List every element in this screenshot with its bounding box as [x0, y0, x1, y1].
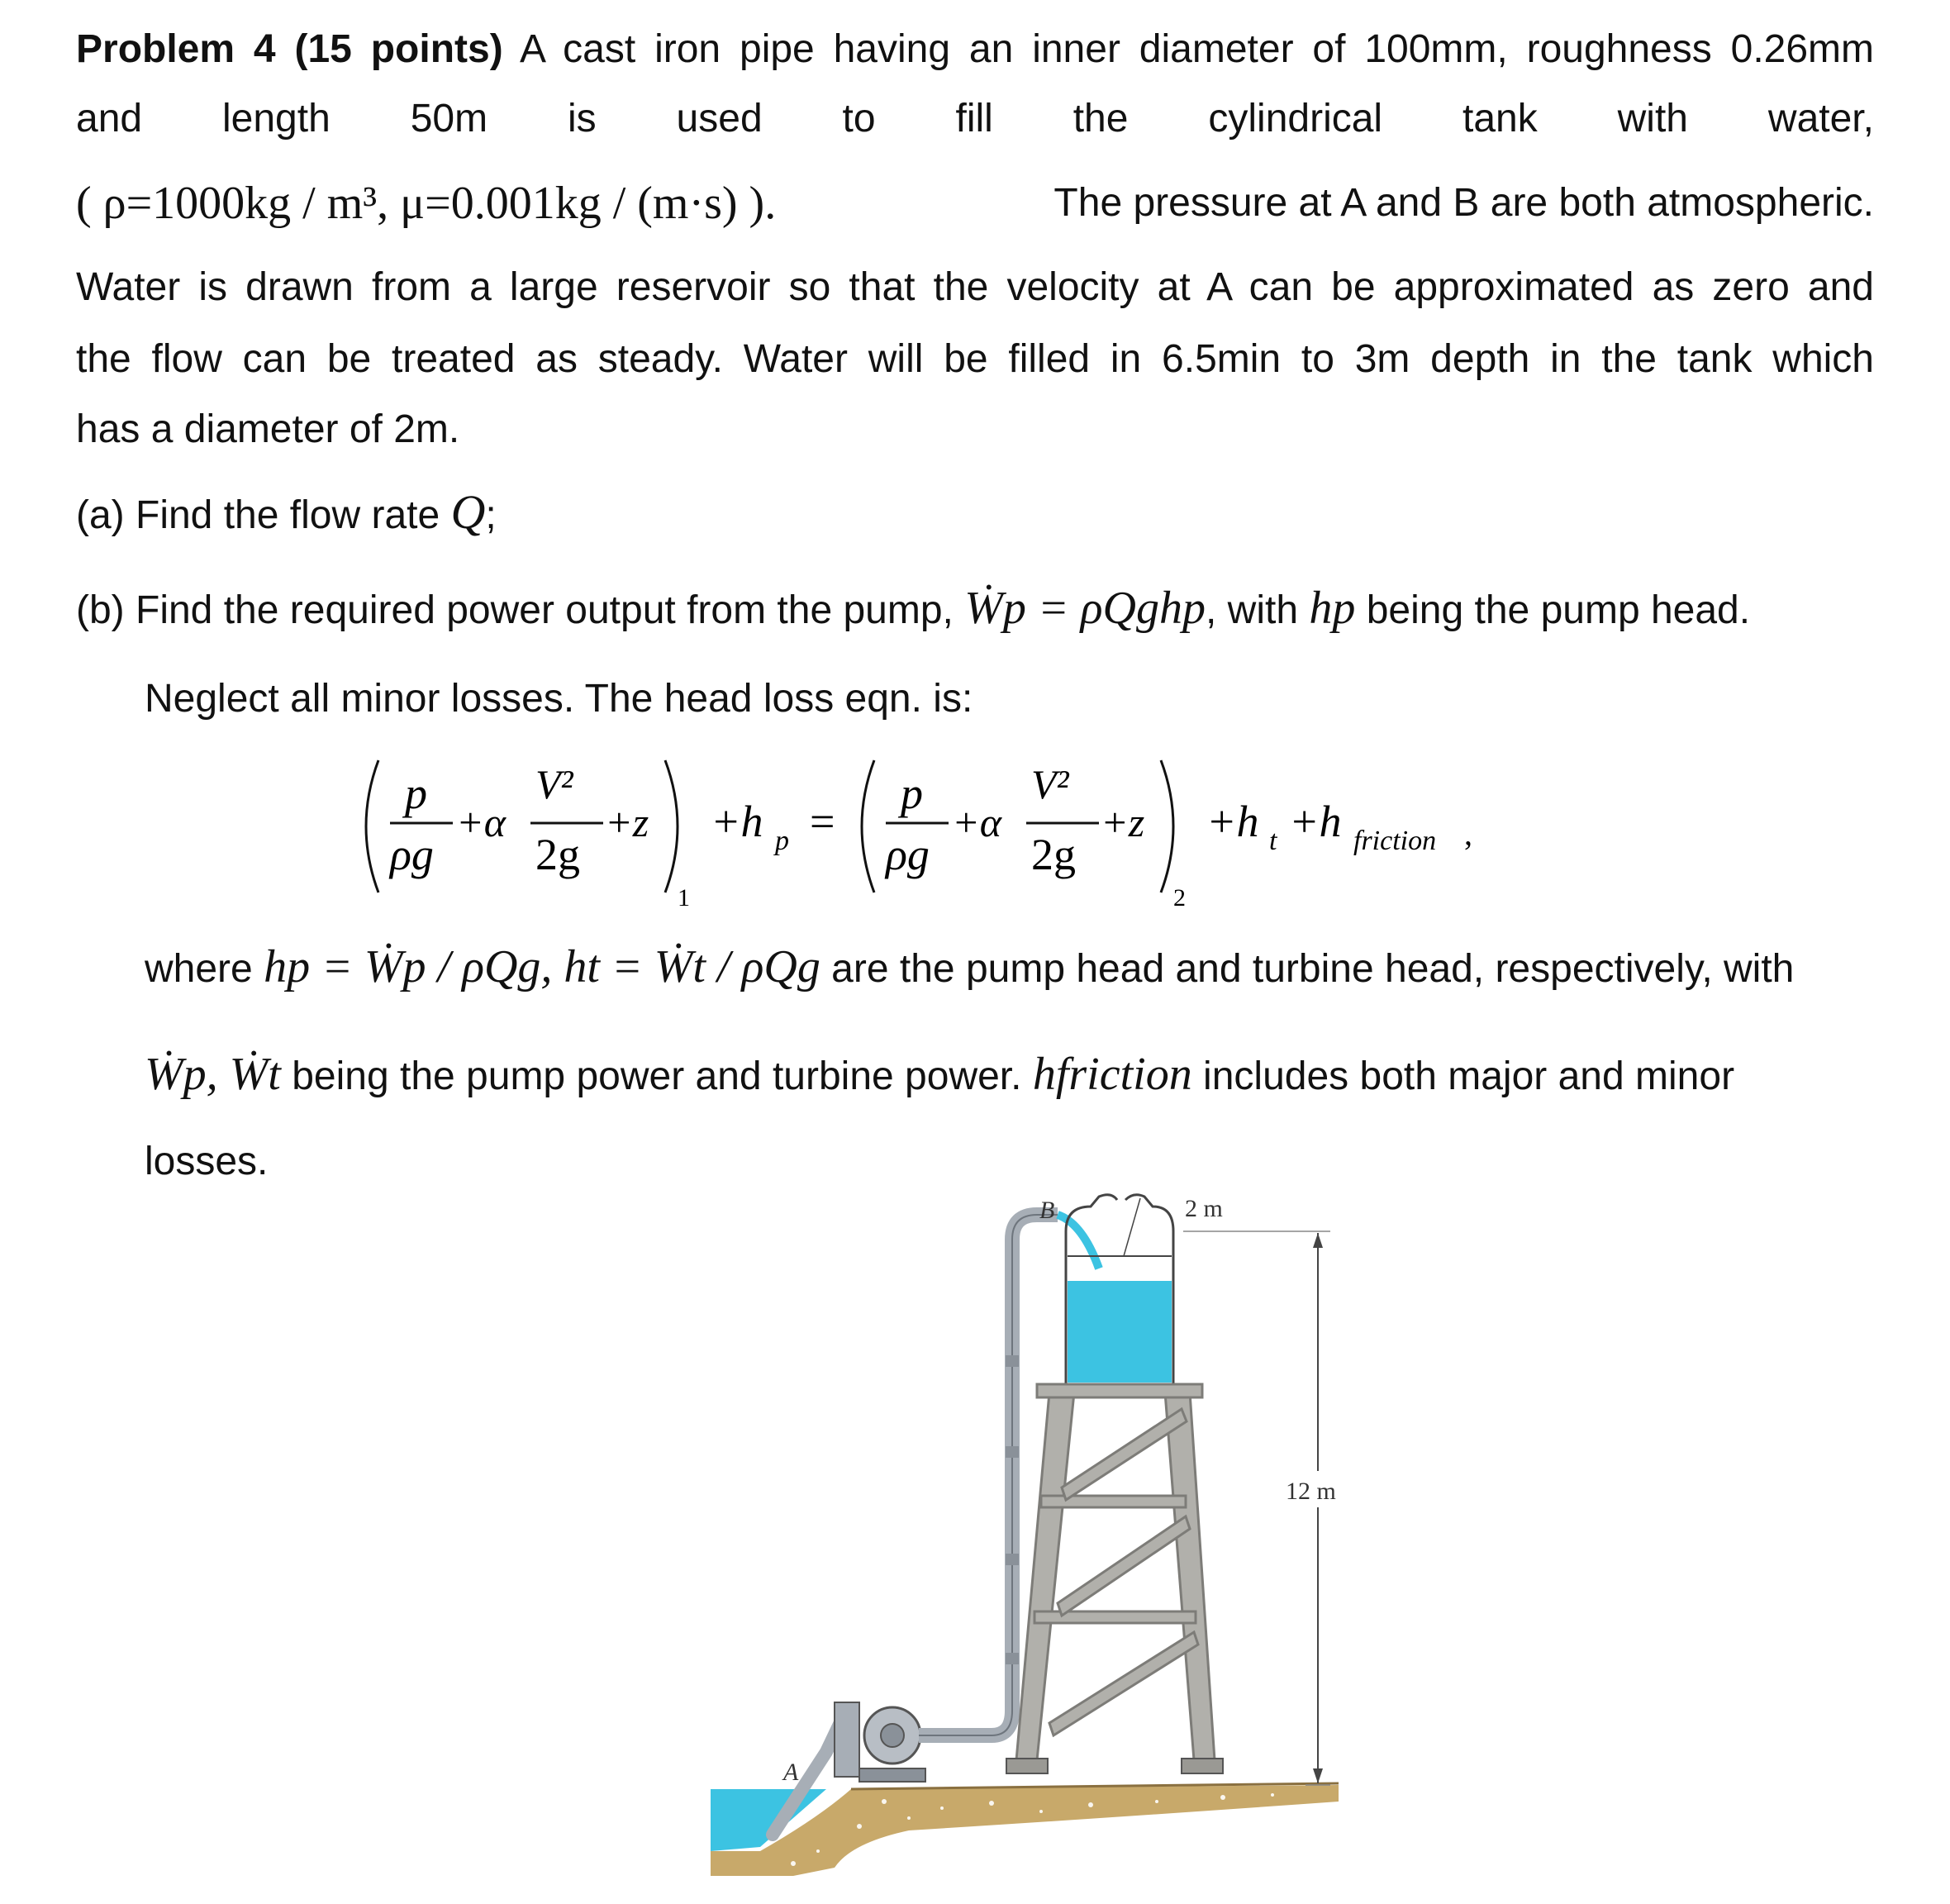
pump-tank-figure [694, 1190, 1372, 1884]
where-suffix: are the pump head and turbine head, respectively, with [831, 947, 1795, 991]
eq-ht: +h [1206, 797, 1259, 846]
part-b-label: (b) Find the required power output from the pump, [76, 588, 954, 632]
eq-alpha-2: +α [952, 799, 1001, 845]
part-a-end: ; [485, 493, 497, 537]
flow-rate-symbol: Q [450, 485, 486, 539]
tank-lid [1066, 1195, 1173, 1231]
problem-line-5: the flow can be treated as steady. Water will be filled in 6.5min to 3m depth in the tank which [76, 337, 1874, 381]
part-b-line-1 [76, 583, 1877, 635]
diameter-label: 2 m [1185, 1195, 1223, 1222]
eq-sub-2: 2 [1173, 884, 1186, 909]
pump-power-equation: Ẇp = ρQghp [964, 583, 1206, 634]
eq-p-2: p [901, 769, 923, 818]
pump-housing [835, 1702, 859, 1777]
tower-frame [1016, 1384, 1215, 1760]
line2-word: length [222, 97, 331, 140]
problem-text-3: The pressure at A and B are both atmospheric. [1053, 181, 1874, 225]
right-paren-close [1161, 760, 1173, 892]
part-b-where [145, 942, 1794, 994]
head-definitions: hp = Ẇp / ρQg, ht = Ẇt / ρQg [264, 941, 820, 992]
eq-z-1: +z [605, 799, 649, 845]
eq-hp: +h [711, 797, 763, 846]
line2-word: to [842, 97, 876, 140]
eq-ht-sub: t [1269, 826, 1277, 856]
line2-word: 50m [410, 97, 488, 140]
eq-2g-2: 2g [1031, 830, 1076, 879]
part-a [76, 485, 497, 540]
part-b-line-4-text2: includes both major and minor [1203, 1054, 1735, 1098]
left-paren-open [366, 760, 378, 892]
problem-line-4: Water is drawn from a large reservoir so that the velocity at A can be approximated as zero and [76, 265, 1874, 309]
line2-word: water, [1767, 97, 1874, 140]
eq-sub-1: 1 [678, 884, 690, 909]
point-a-label: A [783, 1759, 799, 1786]
eq-equals: = [810, 797, 835, 846]
part-b-line-4-text: being the pump power and turbine power. [292, 1054, 1022, 1098]
pump-base [859, 1768, 925, 1782]
eq-rhog-1: ρg [390, 830, 434, 879]
line2-word: used [676, 97, 763, 140]
problem-line-1 [76, 25, 1874, 74]
eq-comma: , [1464, 815, 1472, 852]
line2-word: the [1072, 97, 1129, 140]
eq-hf: +h [1289, 797, 1342, 846]
pump-head-symbol: hp [1309, 583, 1356, 634]
problem-line-3 [76, 178, 1874, 228]
part-b-line-4 [145, 1050, 1734, 1102]
eq-v2-2: V² [1031, 761, 1069, 807]
eq-z-2: +z [1101, 799, 1145, 845]
line2-word: and [76, 97, 143, 140]
head-loss-equation [347, 744, 1586, 909]
right-paren-open [862, 760, 874, 892]
problem-line-2 [76, 94, 1874, 144]
problem-heading: Problem 4 (15 points) [76, 27, 503, 71]
eq-2g-1: 2g [535, 830, 580, 879]
left-paren-close [665, 760, 678, 892]
fluid-properties: ( ρ=1000kg / m³, μ=0.001kg / (m·s) ). [76, 178, 777, 229]
problem-text-1: A cast iron pipe having an inner diameter of 100mm, roughness 0.26mm [519, 27, 1875, 71]
part-b-end: being the pump head. [1366, 588, 1751, 632]
where-prefix: where [145, 947, 253, 991]
friction-head-symbol: hfriction [1032, 1049, 1192, 1100]
eq-v2-1: V² [535, 761, 573, 807]
part-b-line-2: Neglect all minor losses. The head loss eqn. is: [145, 677, 973, 721]
line2-word: is [567, 97, 597, 140]
eq-rhog-2: ρg [886, 830, 930, 879]
eq-alpha-1: +α [456, 799, 506, 845]
part-b-mid: , with [1206, 588, 1299, 632]
line2-word: fill [955, 97, 993, 140]
tank-water [1068, 1281, 1172, 1383]
line2-word: with [1617, 97, 1688, 140]
problem-line-6: has a diameter of 2m. [76, 407, 460, 451]
line2-word: tank [1462, 97, 1538, 140]
eq-p-1: p [405, 769, 427, 818]
eq-hf-sub: friction [1353, 826, 1437, 856]
line2-word: cylindrical [1208, 97, 1383, 140]
eq-hp-sub: p [775, 826, 789, 856]
part-a-label: (a) Find the flow rate [76, 493, 440, 537]
height-label: 12 m [1286, 1478, 1336, 1505]
point-b-label: B [1039, 1197, 1055, 1224]
power-symbols: Ẇp, Ẇt [145, 1049, 281, 1100]
part-b-line-5: losses. [145, 1140, 269, 1183]
